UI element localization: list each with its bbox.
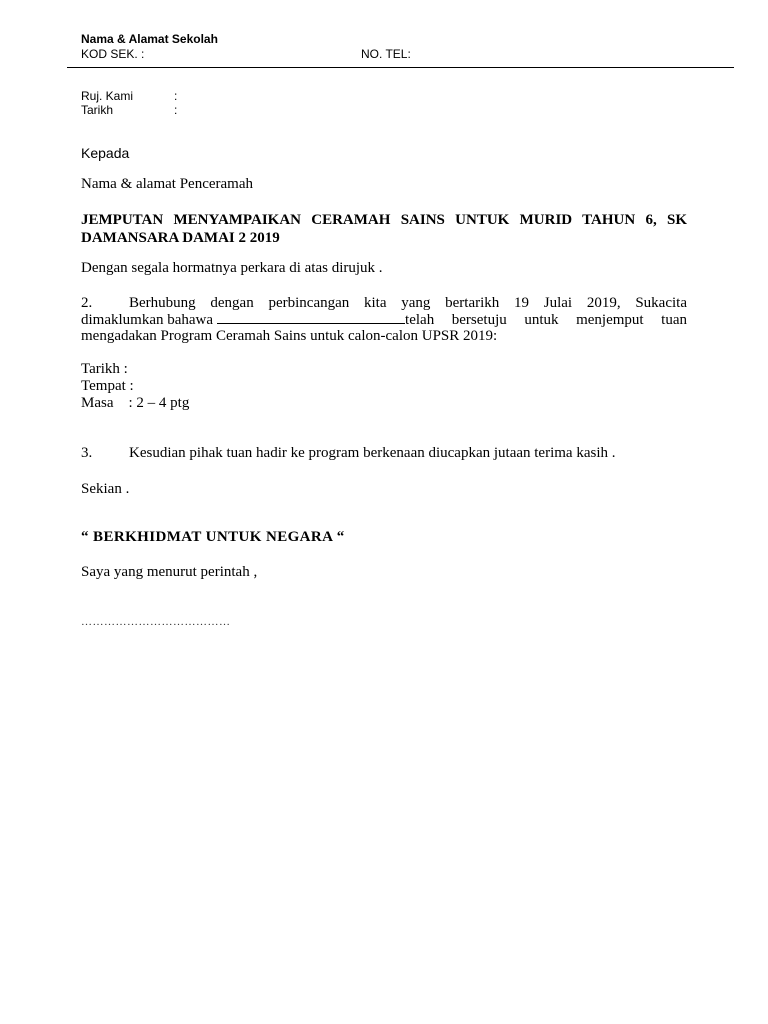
reference-colon: : xyxy=(174,89,178,103)
school-code-label: KOD SEK. : xyxy=(81,47,145,61)
sign-off: Saya yang menurut perintah , xyxy=(81,564,258,580)
paragraph-2-line-2a: dimaklumkan bahawa xyxy=(81,312,214,328)
header-divider xyxy=(67,67,734,68)
paragraph-3-text: Kesudian pihak tuan hadir ke program berkenaan diucapkan jutaan terima kasih . xyxy=(129,445,616,461)
opening-line: Dengan segala hormatnya perkara di atas dirujuk . xyxy=(81,260,383,276)
paragraph-2-line-3: mengadakan Program Ceramah Sains untuk calon-calon UPSR 2019: xyxy=(81,328,498,344)
paragraph-2-line-1: Berhubung dengan perbincangan kita yang bertarikh 19 Julai 2019, Sukacita xyxy=(129,295,687,311)
salutation: Kepada xyxy=(81,145,130,161)
date-label: Tarikh xyxy=(81,103,114,117)
detail-venue: Tempat : xyxy=(81,378,134,394)
name-blank-field xyxy=(217,311,405,324)
detail-date: Tarikh : xyxy=(81,361,128,377)
letter-subject: JEMPUTAN MENYAMPAIKAN CERAMAH SAINS UNTUK MURID TAHUN 6, SK DAMANSARA DAMAI 2 2019 xyxy=(81,212,687,246)
paragraph-number: 2. xyxy=(81,295,93,311)
paragraph-2-line-2b: telah bersetuju untuk menjemput tuan xyxy=(405,312,687,328)
reference-label: Ruj. Kami xyxy=(81,89,134,103)
paragraph-number: 3. xyxy=(81,445,93,461)
date-colon: : xyxy=(174,103,178,117)
paragraph-2 xyxy=(81,295,687,344)
signature-line: ………………………………… xyxy=(81,616,231,628)
detail-time: Masa : 2 – 4 ptg xyxy=(81,395,190,411)
motto: “ BERKHIDMAT UNTUK NEGARA “ xyxy=(81,529,345,545)
phone-label: NO. TEL: xyxy=(361,47,411,61)
recipient-line: Nama & alamat Penceramah xyxy=(81,176,254,192)
closing-line: Sekian . xyxy=(81,481,130,497)
school-name-address: Nama & Alamat Sekolah xyxy=(81,32,218,46)
